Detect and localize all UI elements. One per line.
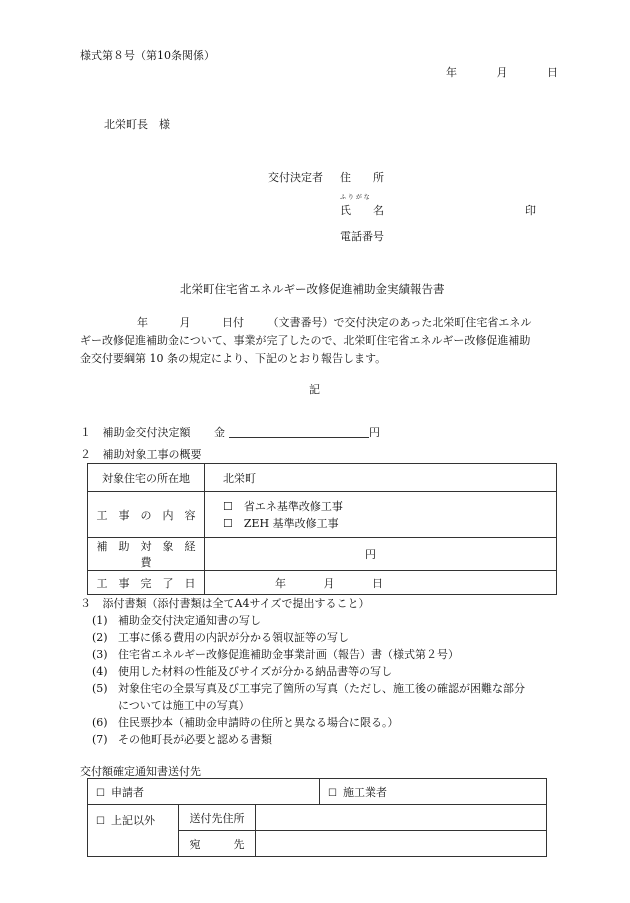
completion-year: 年 bbox=[275, 576, 286, 590]
applicant-role-label: 交付決定者 bbox=[268, 171, 323, 184]
name-label: 氏 名 bbox=[340, 204, 384, 217]
content-options-cell bbox=[205, 492, 557, 538]
document-title: 北栄町住宅省エネルギー改修促進補助金実績報告書 bbox=[180, 282, 445, 296]
phone-label: 電話番号 bbox=[340, 230, 384, 243]
attachment-num: (5) bbox=[92, 682, 108, 695]
cost-value-cell bbox=[205, 538, 557, 571]
report-date bbox=[446, 67, 558, 78]
body-day: 日付 bbox=[222, 316, 244, 329]
completion-date-cell bbox=[205, 571, 557, 595]
location-label: 対象住宅の所在地 bbox=[102, 471, 190, 485]
amount-prefix: 金 bbox=[214, 426, 225, 439]
option-energy-saving[interactable]: ☐ 省エネ基準改修工事 bbox=[223, 499, 343, 513]
attachment-text: 住宅省エネルギー改修促進補助金事業計画（報告）書（様式第２号） bbox=[118, 648, 459, 661]
body-month: 月 bbox=[179, 316, 191, 329]
attachment-num: (2) bbox=[92, 631, 108, 644]
attachment-item bbox=[92, 632, 349, 643]
work-summary-table bbox=[87, 463, 557, 595]
body-line-3: 金交付要綱第 10 条の規定により、下記のとおり報告します。 bbox=[80, 352, 387, 365]
attachment-text: 補助金交付決定通知書の写し bbox=[118, 614, 261, 627]
body-line-2: ギー改修促進補助金について、事業が完了したので、北栄町住宅省エネルギー改修促進補助 bbox=[80, 334, 531, 347]
attachment-num: (6) bbox=[92, 716, 108, 729]
location-label-cell bbox=[88, 464, 205, 492]
notice-table bbox=[87, 778, 547, 857]
content-label: 工 事 の 内 容 bbox=[96, 508, 196, 522]
checkbox-other[interactable]: ☐ bbox=[96, 816, 105, 827]
body-continuation: （文書番号）で交付決定のあった北栄町住宅省エネル bbox=[267, 316, 532, 329]
amount-line bbox=[229, 426, 369, 438]
attachment-text: 使用した材料の性能及びサイズが分かる納品書等の写し bbox=[118, 665, 393, 678]
delivery-address-label: 送付先住所 bbox=[189, 811, 245, 825]
contractor-cell bbox=[320, 779, 547, 805]
attachment-text: 住民票抄本（補助金申請時の住所と異なる場合に限る。） bbox=[118, 716, 399, 729]
notice-label: 交付額確定通知書送付先 bbox=[80, 765, 201, 778]
section2-label: 補助対象工事の概要 bbox=[102, 448, 202, 461]
attachment-item bbox=[92, 700, 250, 711]
cost-label: 補 助 対 象 経 費 bbox=[96, 540, 207, 569]
address-value-cell[interactable] bbox=[256, 805, 547, 831]
date-day: 日 bbox=[547, 66, 558, 79]
other-option-label: 上記以外 bbox=[110, 814, 155, 827]
location-value: 北栄町 bbox=[223, 471, 256, 485]
amount-suffix: 円 bbox=[369, 426, 380, 439]
cost-label-cell bbox=[88, 538, 205, 571]
address-label-cell bbox=[179, 805, 256, 831]
checkbox-applicant[interactable]: ☐ bbox=[96, 787, 105, 799]
body-year: 年 bbox=[137, 316, 148, 329]
section2-heading bbox=[80, 449, 202, 460]
content-label-cell bbox=[88, 492, 205, 538]
attachment-text: 対象住宅の全景写真及び工事完了箇所の写真（ただし、施工後の確認が困難な部分 bbox=[118, 682, 525, 695]
section3-heading bbox=[80, 598, 370, 609]
checkbox-contractor[interactable]: ☐ bbox=[328, 787, 337, 799]
completion-label: 工 事 完 了 日 bbox=[96, 576, 196, 590]
location-value-cell bbox=[205, 464, 557, 492]
attachment-item bbox=[92, 666, 392, 677]
form-number: 様式第８号（第10条関係） bbox=[80, 49, 215, 62]
option-zeh[interactable]: ☐ ZEH 基準改修工事 bbox=[223, 516, 339, 530]
recipient-label: 宛 先 bbox=[189, 837, 245, 851]
attachment-item bbox=[92, 683, 525, 694]
address-label: 住 所 bbox=[340, 171, 384, 184]
attachment-item bbox=[92, 734, 272, 745]
attachment-num: (1) bbox=[92, 614, 108, 627]
attachment-item bbox=[92, 615, 261, 626]
attachment-text: 工事に係る費用の内訳が分かる領収証等の写し bbox=[118, 631, 349, 644]
section3-label: 添付書類（添付書類は全てA4サイズで提出すること） bbox=[102, 597, 370, 610]
completion-month: 月 bbox=[323, 576, 335, 590]
contractor-option-label: 施工業者 bbox=[342, 785, 387, 799]
section1-number: １ bbox=[80, 426, 91, 439]
date-month: 月 bbox=[496, 66, 508, 79]
furigana: ふ り が な bbox=[340, 194, 370, 201]
attachment-text: その他町長が必要と認める書類 bbox=[118, 733, 272, 746]
attachment-num: (7) bbox=[92, 733, 108, 746]
section1-label: 補助金交付決定額 bbox=[102, 426, 191, 439]
cost-unit: 円 bbox=[365, 548, 376, 561]
applicant-option-label: 申請者 bbox=[110, 785, 144, 799]
addressee: 北栄町長 様 bbox=[104, 118, 170, 131]
section2-number: ２ bbox=[80, 448, 91, 461]
ki-mark: 記 bbox=[309, 383, 320, 396]
attachment-item bbox=[92, 649, 459, 660]
recipient-value-cell[interactable] bbox=[256, 831, 547, 857]
other-cell bbox=[88, 805, 179, 857]
body-line-1 bbox=[137, 317, 531, 328]
applicant-cell bbox=[88, 779, 320, 805]
completion-label-cell bbox=[88, 571, 205, 595]
attachment-num: (4) bbox=[92, 665, 108, 678]
seal-mark: 印 bbox=[525, 204, 536, 217]
date-year: 年 bbox=[446, 66, 457, 79]
section3-number: ３ bbox=[80, 597, 91, 610]
attachment-num: (3) bbox=[92, 648, 108, 661]
attachment-item bbox=[92, 717, 399, 728]
recipient-label-cell bbox=[179, 831, 256, 857]
completion-day: 日 bbox=[372, 576, 383, 590]
section1 bbox=[80, 426, 380, 438]
attachment-text: については施工中の写真） bbox=[118, 699, 250, 712]
